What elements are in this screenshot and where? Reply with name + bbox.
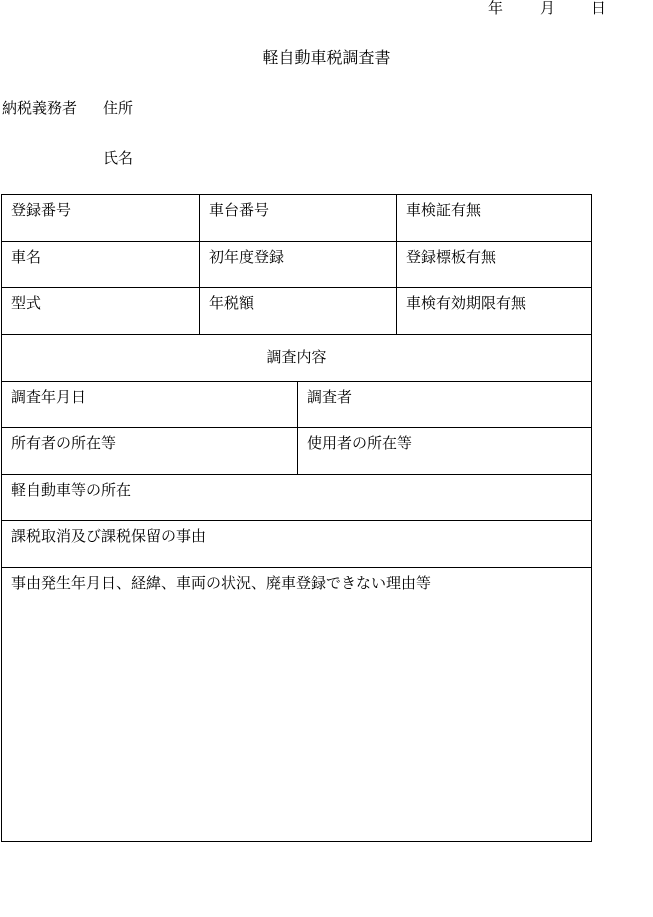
vehicle-location-cell[interactable]: 軽自動車等の所在	[11, 481, 132, 499]
inspection-cert-cell[interactable]: 車検証有無	[396, 195, 591, 241]
plate-cell[interactable]: 登録標板有無	[396, 242, 591, 287]
table-row-registration	[2, 195, 591, 242]
table-row-section-title	[2, 335, 591, 382]
table-row-cancellation-reason	[2, 521, 591, 568]
first-registration-cell[interactable]: 初年度登録	[199, 242, 396, 287]
user-location-cell[interactable]: 使用者の所在等	[297, 428, 591, 474]
date-year-label: 年	[488, 0, 504, 17]
registration-number-cell[interactable]: 登録番号	[11, 201, 72, 219]
survey-content-heading: 調査内容	[266, 348, 327, 366]
annual-tax-cell[interactable]: 年税額	[199, 288, 396, 334]
inspection-validity-cell[interactable]: 車検有効期限有無	[396, 288, 591, 334]
taxpayer-label: 納税義務者	[2, 99, 78, 117]
table-row-model	[2, 288, 591, 335]
owner-location-cell[interactable]: 所有者の所在等	[11, 434, 117, 452]
date-line	[488, 0, 606, 18]
chassis-number-cell[interactable]: 車台番号	[199, 195, 396, 241]
cancellation-reason-cell[interactable]: 課税取消及び課税保留の事由	[11, 527, 207, 545]
table-row-details	[2, 568, 591, 841]
table-row-location	[2, 428, 591, 475]
vehicle-name-cell[interactable]: 車名	[11, 248, 42, 266]
survey-table	[1, 194, 592, 842]
date-day-label: 日	[591, 0, 607, 17]
name-label: 氏名	[103, 149, 134, 167]
surveyor-cell[interactable]: 調査者	[297, 382, 591, 427]
details-cell[interactable]: 事由発生年月日、経緯、車両の状況、廃車登録できない理由等	[11, 574, 432, 592]
address-label: 住所	[103, 99, 134, 117]
table-row-vehicle-name	[2, 242, 591, 288]
table-row-vehicle-location	[2, 475, 591, 521]
table-row-survey-date	[2, 382, 591, 428]
date-month-label: 月	[540, 0, 556, 17]
survey-date-cell[interactable]: 調査年月日	[11, 388, 87, 406]
document-title: 軽自動車税調査書	[262, 48, 391, 67]
model-cell[interactable]: 型式	[11, 294, 42, 312]
